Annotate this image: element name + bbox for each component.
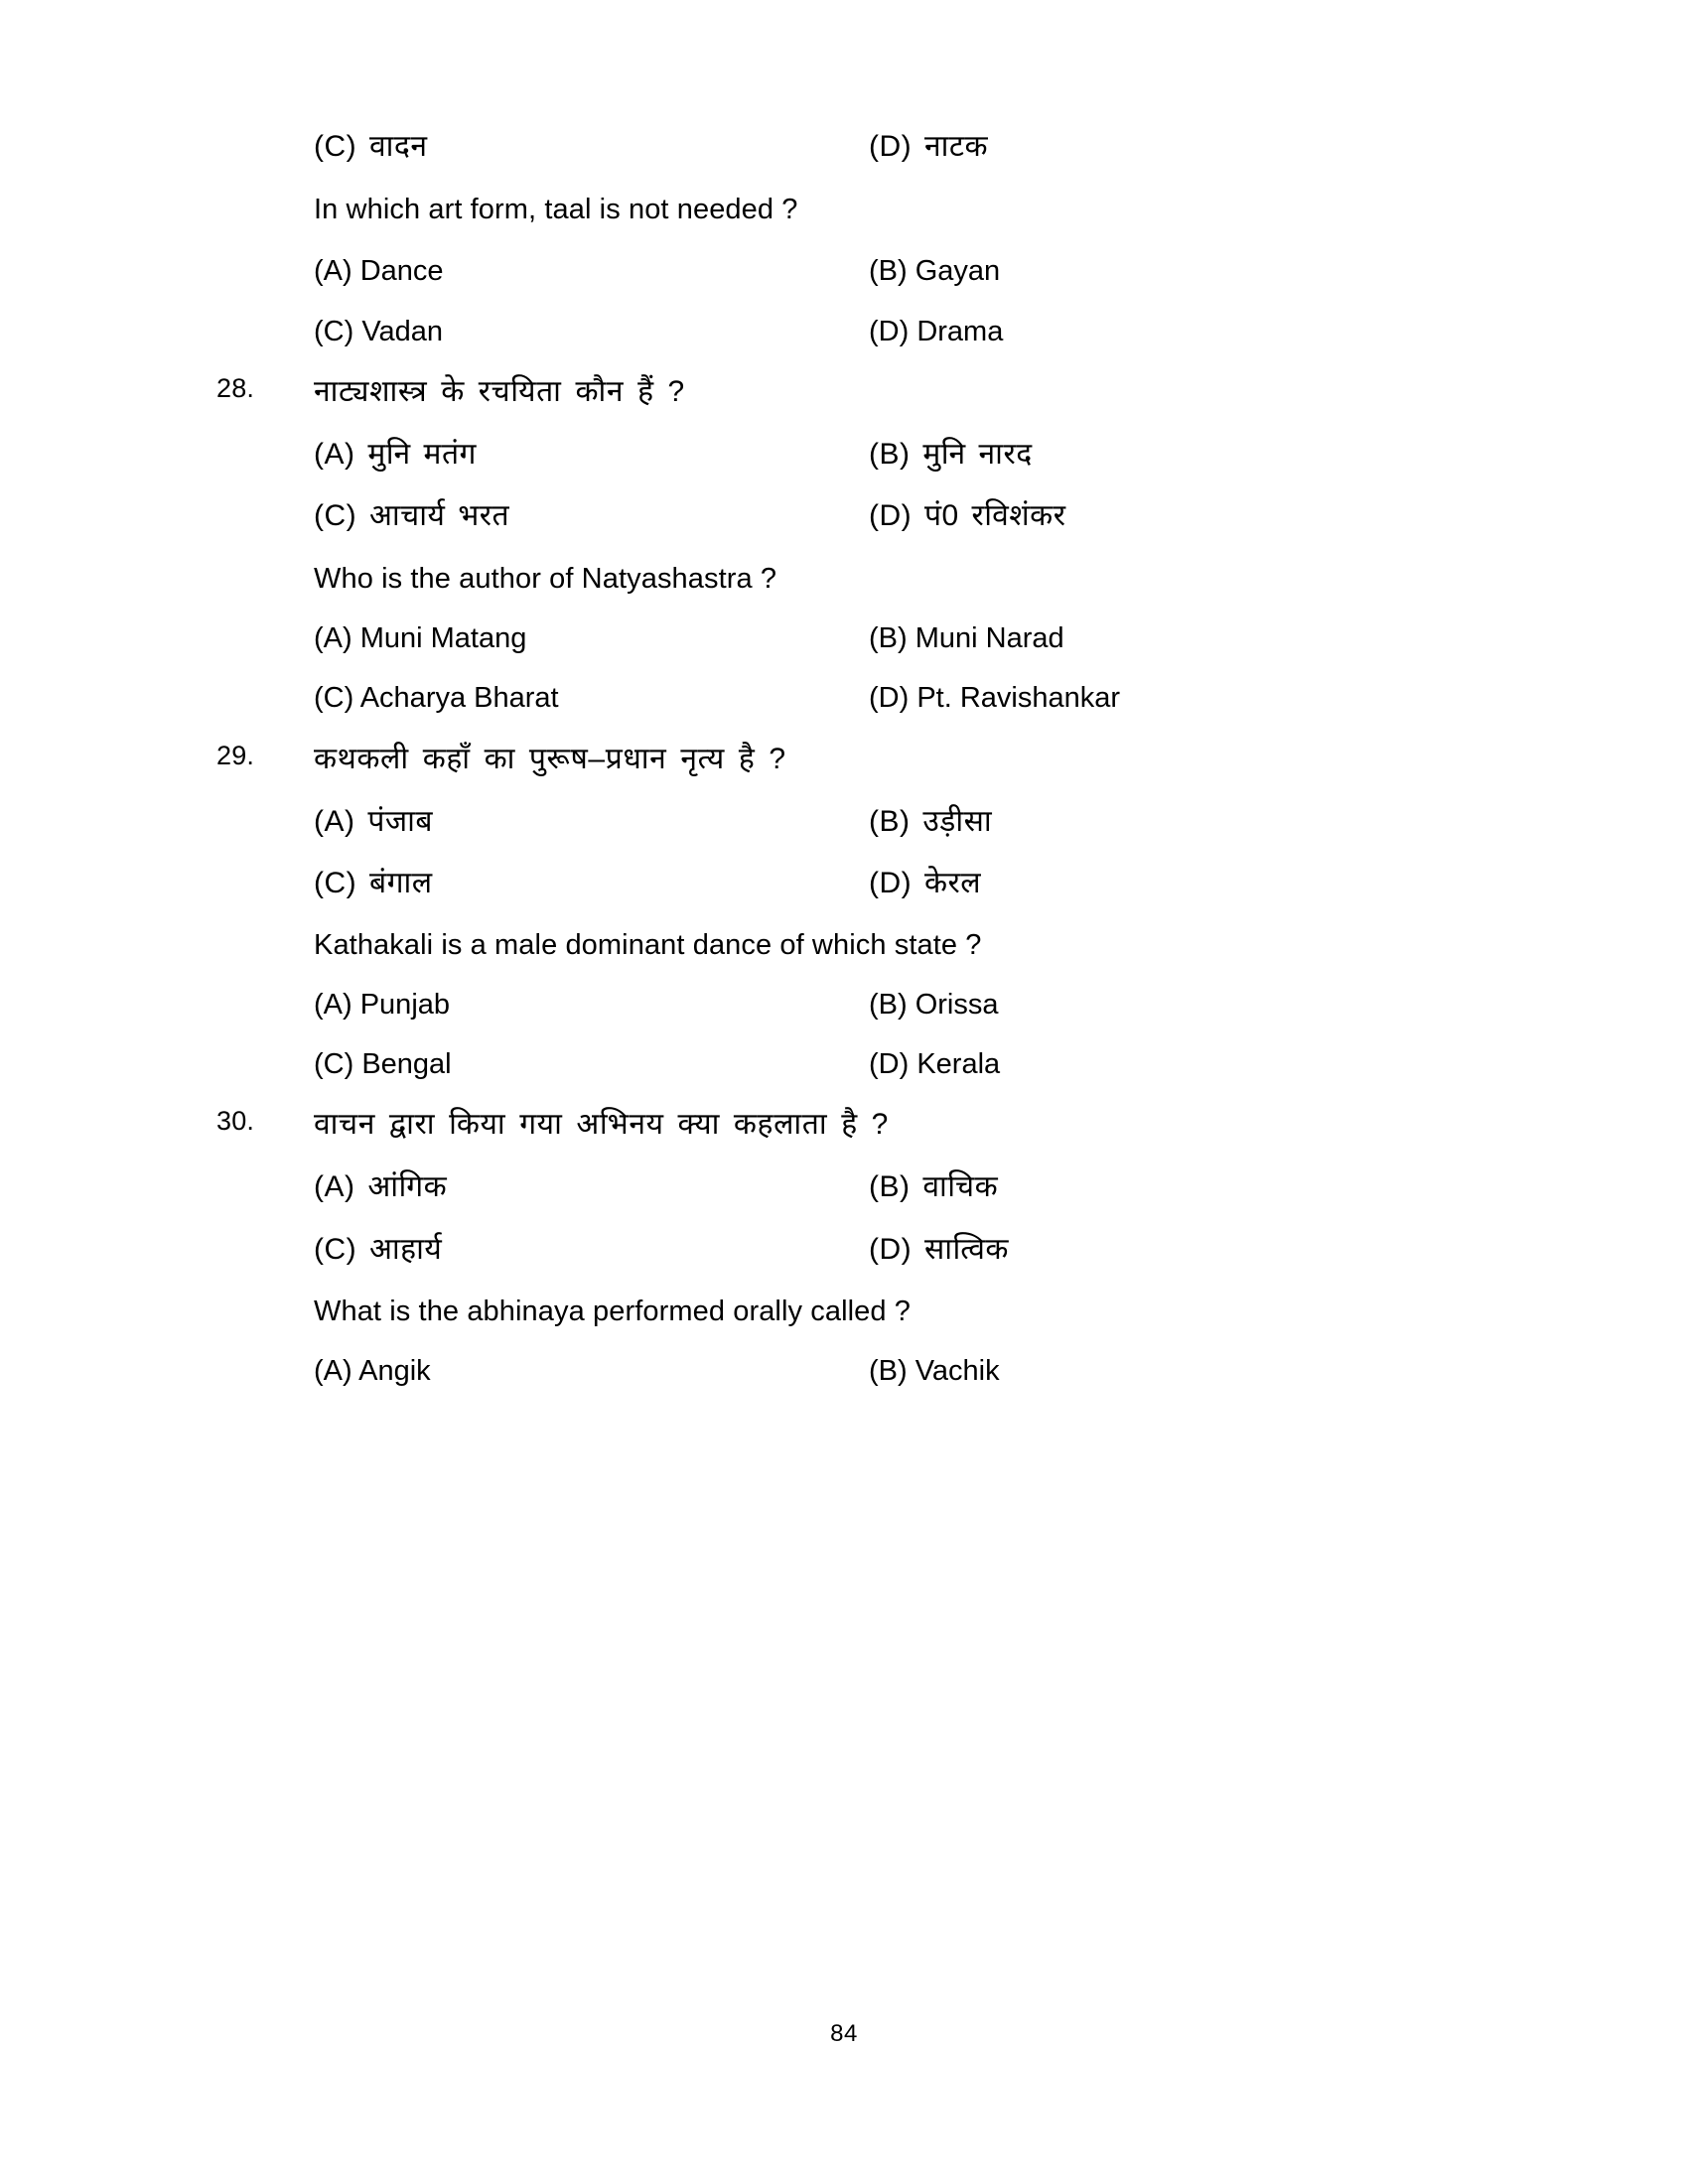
option-choice[interactable]: (D) पं0 रविशंकर — [869, 499, 1066, 532]
option-choice[interactable]: (D) Kerala — [869, 1048, 1001, 1080]
question-text: नाट्यशास्त्र के रचयिता कौन हैं ? — [314, 375, 685, 408]
option-choice[interactable]: (D) Drama — [869, 316, 1004, 347]
page-number: 84 — [830, 2020, 858, 2047]
option-choice[interactable]: (B) Muni Narad — [869, 622, 1064, 654]
question-text: What is the abhinaya performed orally called ? — [314, 1296, 912, 1327]
question-stem — [0, 372, 1688, 411]
option-choice[interactable]: (A) Angik — [314, 1355, 431, 1387]
option-choice[interactable]: (A) Punjab — [314, 989, 451, 1021]
question-stem-translation — [0, 561, 1688, 599]
option-choice[interactable]: (B) उड़ीसा — [869, 805, 993, 838]
option-choice[interactable]: (C) आचार्य भरत — [314, 499, 510, 532]
option-choice[interactable]: (C) बंगाल — [314, 867, 433, 899]
question-text: Who is the author of Natyashastra ? — [314, 563, 777, 595]
option-choice[interactable]: (B) Vachik — [869, 1355, 1000, 1387]
option-choice[interactable]: (A) पंजाब — [314, 805, 434, 838]
question-text: कथकली कहाँ का पुरूष–प्रधान नृत्य है ? — [314, 743, 786, 775]
option-choice[interactable]: (C) आहार्य — [314, 1233, 443, 1266]
option-choice[interactable]: (D) नाटक — [869, 130, 989, 163]
option-choice[interactable]: (C) Bengal — [314, 1048, 452, 1080]
question-number: 28. — [216, 373, 255, 403]
question-text: Kathakali is a male dominant dance of which state ? — [314, 929, 982, 961]
question-stem-translation — [0, 927, 1688, 965]
option-choice[interactable]: (A) मुनि मतंग — [314, 438, 477, 471]
option-choice[interactable]: (B) Orissa — [869, 989, 999, 1021]
option-choice[interactable]: (C) वादन — [314, 130, 428, 163]
question-stem — [0, 1105, 1688, 1144]
option-choice[interactable]: (B) वाचिक — [869, 1170, 999, 1203]
option-choice[interactable]: (D) केरल — [869, 867, 982, 899]
question-text: वाचन द्वारा किया गया अभिनय क्या कहलाता है ? — [314, 1108, 889, 1141]
question-text: In which art form, taal is not needed ? — [314, 194, 798, 225]
question-stem-translation — [0, 192, 1688, 229]
option-choice[interactable]: (B) Gayan — [869, 255, 1001, 287]
option-choice[interactable]: (A) Dance — [314, 255, 444, 287]
option-choice[interactable]: (D) Pt. Ravishankar — [869, 682, 1121, 714]
option-choice[interactable]: (D) सात्विक — [869, 1233, 1009, 1266]
question-stem — [0, 740, 1688, 778]
question-number: 30. — [216, 1106, 255, 1136]
option-choice[interactable]: (C) Acharya Bharat — [314, 682, 559, 714]
option-choice[interactable]: (A) आंगिक — [314, 1170, 448, 1203]
option-choice[interactable]: (B) मुनि नारद — [869, 438, 1033, 471]
option-choice[interactable]: (A) Muni Matang — [314, 622, 527, 654]
option-choice[interactable]: (C) Vadan — [314, 316, 444, 347]
question-stem-translation — [0, 1294, 1688, 1331]
question-number: 29. — [216, 741, 255, 770]
